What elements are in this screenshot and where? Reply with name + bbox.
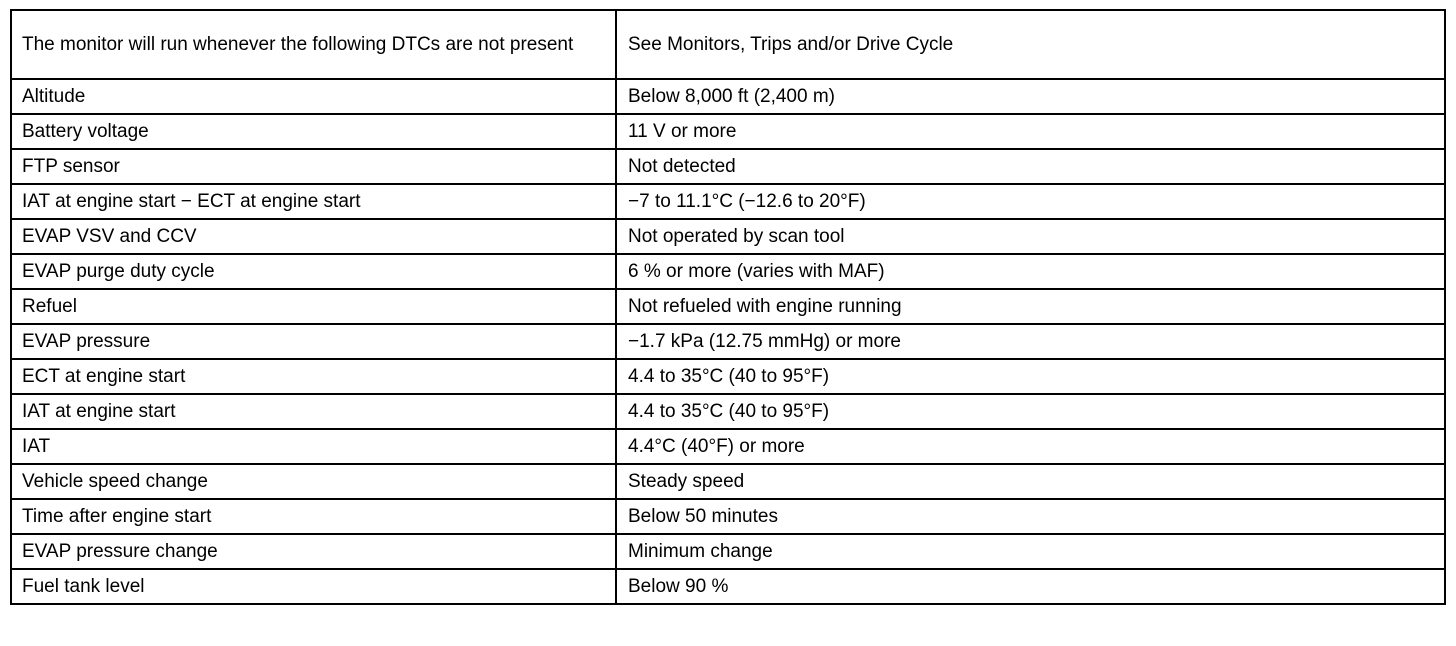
condition-cell: 4.4 to 35°C (40 to 95°F) [616, 394, 1445, 429]
condition-cell: Below 8,000 ft (2,400 m) [616, 79, 1445, 114]
parameter-cell: EVAP VSV and CCV [11, 219, 616, 254]
condition-cell: Below 50 minutes [616, 499, 1445, 534]
parameter-cell: EVAP purge duty cycle [11, 254, 616, 289]
table-row [11, 394, 1445, 429]
condition-cell: 11 V or more [616, 114, 1445, 149]
parameter-cell: IAT [11, 429, 616, 464]
table-row [11, 10, 1445, 79]
condition-cell: 4.4 to 35°C (40 to 95°F) [616, 359, 1445, 394]
parameter-cell: ECT at engine start [11, 359, 616, 394]
condition-cell: −1.7 kPa (12.75 mmHg) or more [616, 324, 1445, 359]
table-row [11, 254, 1445, 289]
table-body [11, 10, 1445, 604]
condition-cell: Minimum change [616, 534, 1445, 569]
table-row [11, 114, 1445, 149]
table-row [11, 499, 1445, 534]
condition-cell: See Monitors, Trips and/or Drive Cycle [616, 10, 1445, 79]
table-row [11, 569, 1445, 604]
parameter-cell: IAT at engine start − ECT at engine start [11, 184, 616, 219]
parameter-cell: The monitor will run whenever the following DTCs are not present [11, 10, 616, 79]
parameter-cell: IAT at engine start [11, 394, 616, 429]
monitor-conditions-table [10, 9, 1446, 605]
condition-cell: Not operated by scan tool [616, 219, 1445, 254]
parameter-cell: EVAP pressure [11, 324, 616, 359]
parameter-cell: EVAP pressure change [11, 534, 616, 569]
condition-cell: −7 to 11.1°C (−12.6 to 20°F) [616, 184, 1445, 219]
condition-cell: Below 90 % [616, 569, 1445, 604]
table-row [11, 149, 1445, 184]
table-row [11, 534, 1445, 569]
table-row [11, 219, 1445, 254]
parameter-cell: Refuel [11, 289, 616, 324]
table-row [11, 359, 1445, 394]
parameter-cell: Fuel tank level [11, 569, 616, 604]
condition-cell: 6 % or more (varies with MAF) [616, 254, 1445, 289]
table-row [11, 184, 1445, 219]
parameter-cell: Time after engine start [11, 499, 616, 534]
parameter-cell: Vehicle speed change [11, 464, 616, 499]
condition-cell: Not refueled with engine running [616, 289, 1445, 324]
parameter-cell: FTP sensor [11, 149, 616, 184]
table-row [11, 464, 1445, 499]
table-row [11, 324, 1445, 359]
condition-cell: 4.4°C (40°F) or more [616, 429, 1445, 464]
condition-cell: Not detected [616, 149, 1445, 184]
parameter-cell: Battery voltage [11, 114, 616, 149]
parameter-cell: Altitude [11, 79, 616, 114]
table-row [11, 79, 1445, 114]
table-row [11, 289, 1445, 324]
condition-cell: Steady speed [616, 464, 1445, 499]
table-row [11, 429, 1445, 464]
